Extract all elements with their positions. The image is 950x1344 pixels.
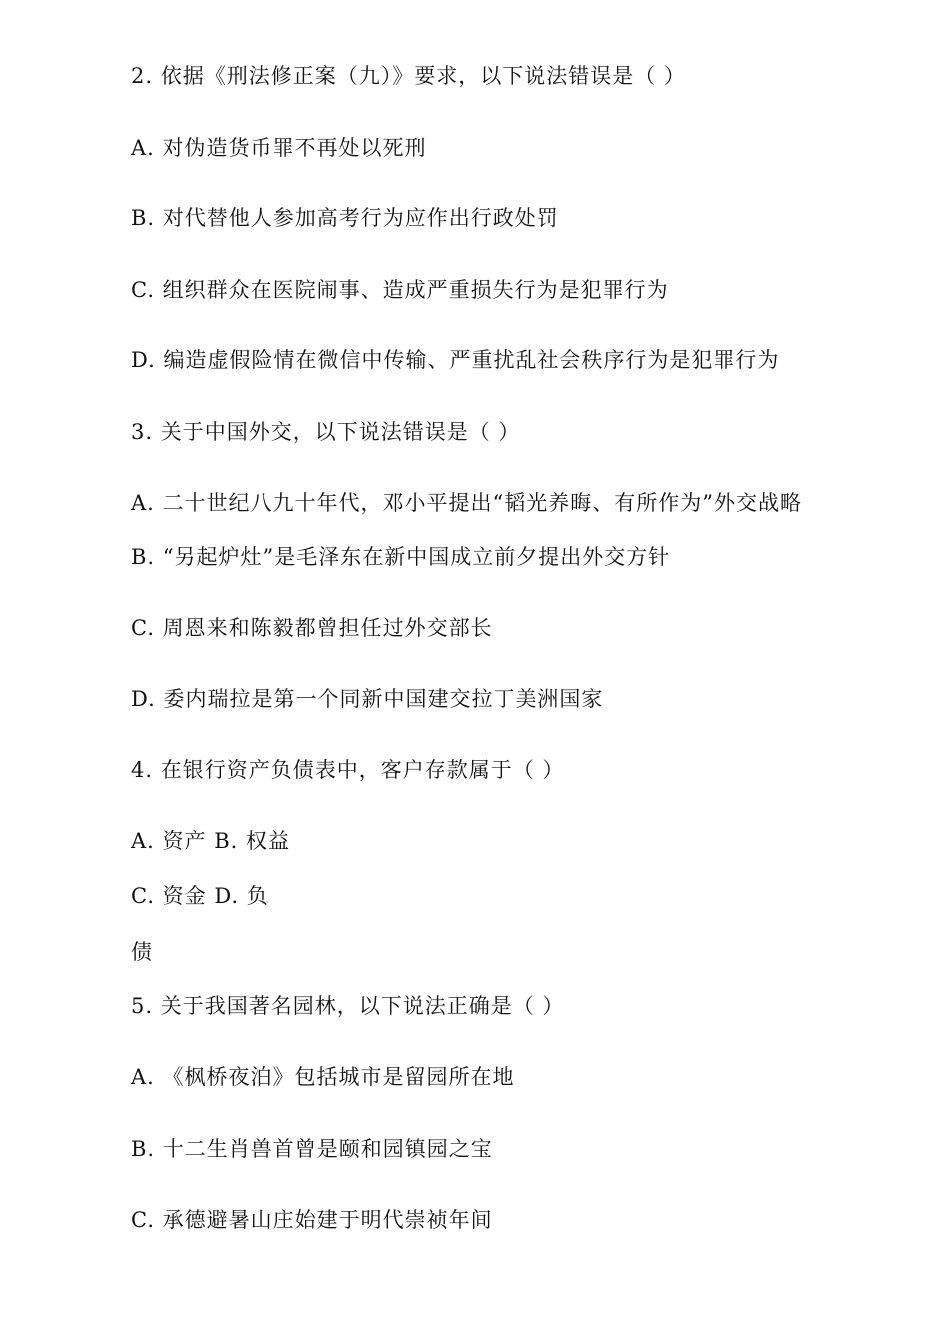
question-3-option-a: A. 二十世纪八九十年代，邓小平提出“韬光养晦、有所作为”外交战略 bbox=[131, 491, 802, 515]
question-2-option-d: D. 编造虚假险情在微信中传输、严重扰乱社会秩序行为是犯罪行为 bbox=[131, 348, 780, 372]
question-4-stem: 4. 在银行资产负债表中，客户存款属于（ ） bbox=[131, 758, 565, 782]
question-2-option-c: C. 组织群众在医院闹事、造成严重损失行为是犯罪行为 bbox=[131, 278, 669, 302]
question-2-option-b: B. 对代替他人参加高考行为应作出行政处罚 bbox=[131, 206, 559, 230]
question-5-stem: 5. 关于我国著名园林，以下说法正确是（ ） bbox=[131, 994, 565, 1018]
question-5-option-b: B. 十二生肖兽首曾是颐和园镇园之宝 bbox=[131, 1137, 493, 1161]
question-5-option-c: C. 承德避暑山庄始建于明代崇祯年间 bbox=[131, 1208, 493, 1232]
question-2-stem: 2. 依据《刑法修正案（九）》要求，以下说法错误是（ ） bbox=[131, 64, 686, 88]
question-3-stem: 3. 关于中国外交，以下说法错误是（ ） bbox=[131, 420, 521, 444]
question-3-option-d: D. 委内瑞拉是第一个同新中国建交拉丁美洲国家 bbox=[131, 687, 604, 711]
question-5-option-a: A. 《枫桥夜泊》包括城市是留园所在地 bbox=[131, 1065, 515, 1089]
question-4-option-d-wrap: 债 bbox=[131, 940, 153, 964]
question-4-options-cd: C. 资金 D. 负 bbox=[131, 884, 269, 908]
question-3-option-b: B. “另起炉灶”是毛泽东在新中国成立前夕提出外交方针 bbox=[131, 545, 671, 569]
question-4-options-ab: A. 资产 B. 权益 bbox=[131, 829, 290, 853]
question-2-option-a: A. 对伪造货币罪不再处以死刑 bbox=[131, 136, 427, 160]
question-3-option-c: C. 周恩来和陈毅都曾担任过外交部长 bbox=[131, 616, 493, 640]
